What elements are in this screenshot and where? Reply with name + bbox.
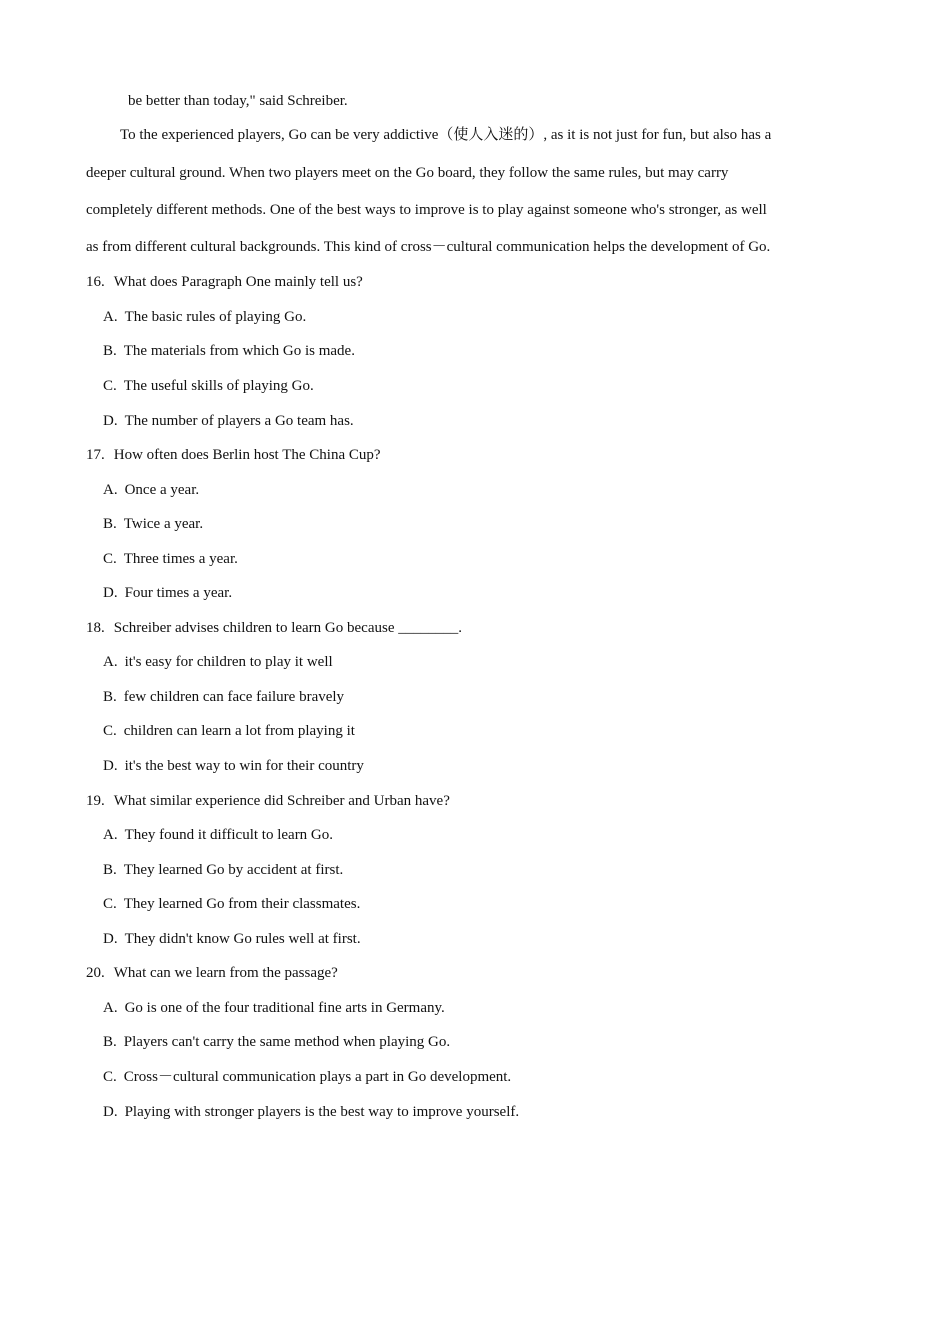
option-18-d	[103, 756, 364, 776]
option-letter: A.	[103, 827, 118, 843]
option-letter: B.	[103, 343, 117, 359]
option-letter: A.	[103, 482, 118, 498]
option-18-c	[103, 721, 355, 741]
question-text: Schreiber advises children to learn Go because ________.	[113, 620, 462, 636]
option-letter: C.	[103, 896, 117, 912]
option-16-b	[103, 341, 355, 361]
option-18-b	[103, 687, 344, 707]
question-20	[86, 963, 338, 983]
option-text: They learned Go from their classmates.	[123, 896, 361, 912]
option-letter: C.	[103, 723, 117, 739]
option-text: Players can't carry the same method when playing Go.	[123, 1034, 451, 1050]
option-19-d	[103, 929, 361, 949]
passage-line: as from different cultural backgrounds. This kind of cross－cultural communication helps the development of Go.	[86, 239, 771, 255]
option-text: children can learn a lot from playing it	[123, 723, 355, 739]
option-text: They didn't know Go rules well at first.	[124, 931, 361, 947]
option-text: They learned Go by accident at first.	[123, 862, 344, 878]
option-20-c	[103, 1067, 511, 1087]
question-text: What similar experience did Schreiber and Urban have?	[113, 793, 450, 809]
option-letter: B.	[103, 516, 117, 532]
option-text: Cross－cultural communication plays a part in Go development.	[123, 1069, 512, 1085]
option-letter: A.	[103, 1000, 118, 1016]
option-letter: B.	[103, 1034, 117, 1050]
question-19	[86, 791, 450, 811]
option-17-d	[103, 583, 232, 603]
option-text: The basic rules of playing Go.	[124, 309, 307, 325]
passage-line: To the experienced players, Go can be very addictive（使人入迷的）, as it is not just for fun, but also has a	[120, 127, 772, 143]
option-17-a	[103, 480, 199, 500]
question-number: 20.	[86, 965, 105, 981]
option-16-d	[103, 411, 354, 431]
option-text: Once a year.	[124, 482, 200, 498]
option-letter: A.	[103, 654, 118, 670]
question-number: 16.	[86, 274, 105, 290]
option-16-c	[103, 376, 314, 396]
option-letter: A.	[103, 309, 118, 325]
question-16	[86, 272, 363, 292]
option-19-a	[103, 825, 333, 845]
question-text: What does Paragraph One mainly tell us?	[113, 274, 363, 290]
option-letter: C.	[103, 378, 117, 394]
question-17	[86, 445, 381, 465]
option-letter: C.	[103, 1069, 117, 1085]
option-text: few children can face failure bravely	[123, 689, 345, 705]
option-17-c	[103, 549, 238, 569]
option-16-a	[103, 307, 306, 327]
option-text: it's the best way to win for their country	[124, 758, 364, 774]
option-letter: B.	[103, 689, 117, 705]
question-number: 18.	[86, 620, 105, 636]
option-letter: D.	[103, 1104, 118, 1120]
option-text: Go is one of the four traditional fine arts in Germany.	[124, 1000, 445, 1016]
option-17-b	[103, 514, 203, 534]
option-letter: D.	[103, 758, 118, 774]
option-20-a	[103, 998, 445, 1018]
option-letter: B.	[103, 862, 117, 878]
passage-line: completely different methods. One of the best ways to improve is to play against someone who's stronger, as well	[86, 202, 767, 218]
option-letter: D.	[103, 585, 118, 601]
option-text: Playing with stronger players is the best way to improve yourself.	[124, 1104, 520, 1120]
option-text: Three times a year.	[123, 551, 238, 567]
option-text: They found it difficult to learn Go.	[124, 827, 334, 843]
option-letter: D.	[103, 931, 118, 947]
option-text: The materials from which Go is made.	[123, 343, 355, 359]
passage-continuation: be better than today," said Schreiber.	[128, 93, 348, 109]
passage-line: deeper cultural ground. When two players meet on the Go board, they follow the same rules, but may carry	[86, 165, 729, 181]
option-19-c	[103, 894, 360, 914]
option-text: Twice a year.	[123, 516, 204, 532]
question-text: How often does Berlin host The China Cup?	[113, 447, 381, 463]
option-19-b	[103, 860, 343, 880]
option-text: The number of players a Go team has.	[124, 413, 354, 429]
question-text: What can we learn from the passage?	[113, 965, 338, 981]
option-20-b	[103, 1032, 450, 1052]
option-text: Four times a year.	[124, 585, 233, 601]
question-number: 17.	[86, 447, 105, 463]
option-text: The useful skills of playing Go.	[123, 378, 314, 394]
question-number: 19.	[86, 793, 105, 809]
option-text: it's easy for children to play it well	[124, 654, 333, 670]
option-18-a	[103, 652, 333, 672]
option-letter: D.	[103, 413, 118, 429]
option-20-d	[103, 1102, 519, 1122]
question-18	[86, 618, 462, 638]
option-letter: C.	[103, 551, 117, 567]
